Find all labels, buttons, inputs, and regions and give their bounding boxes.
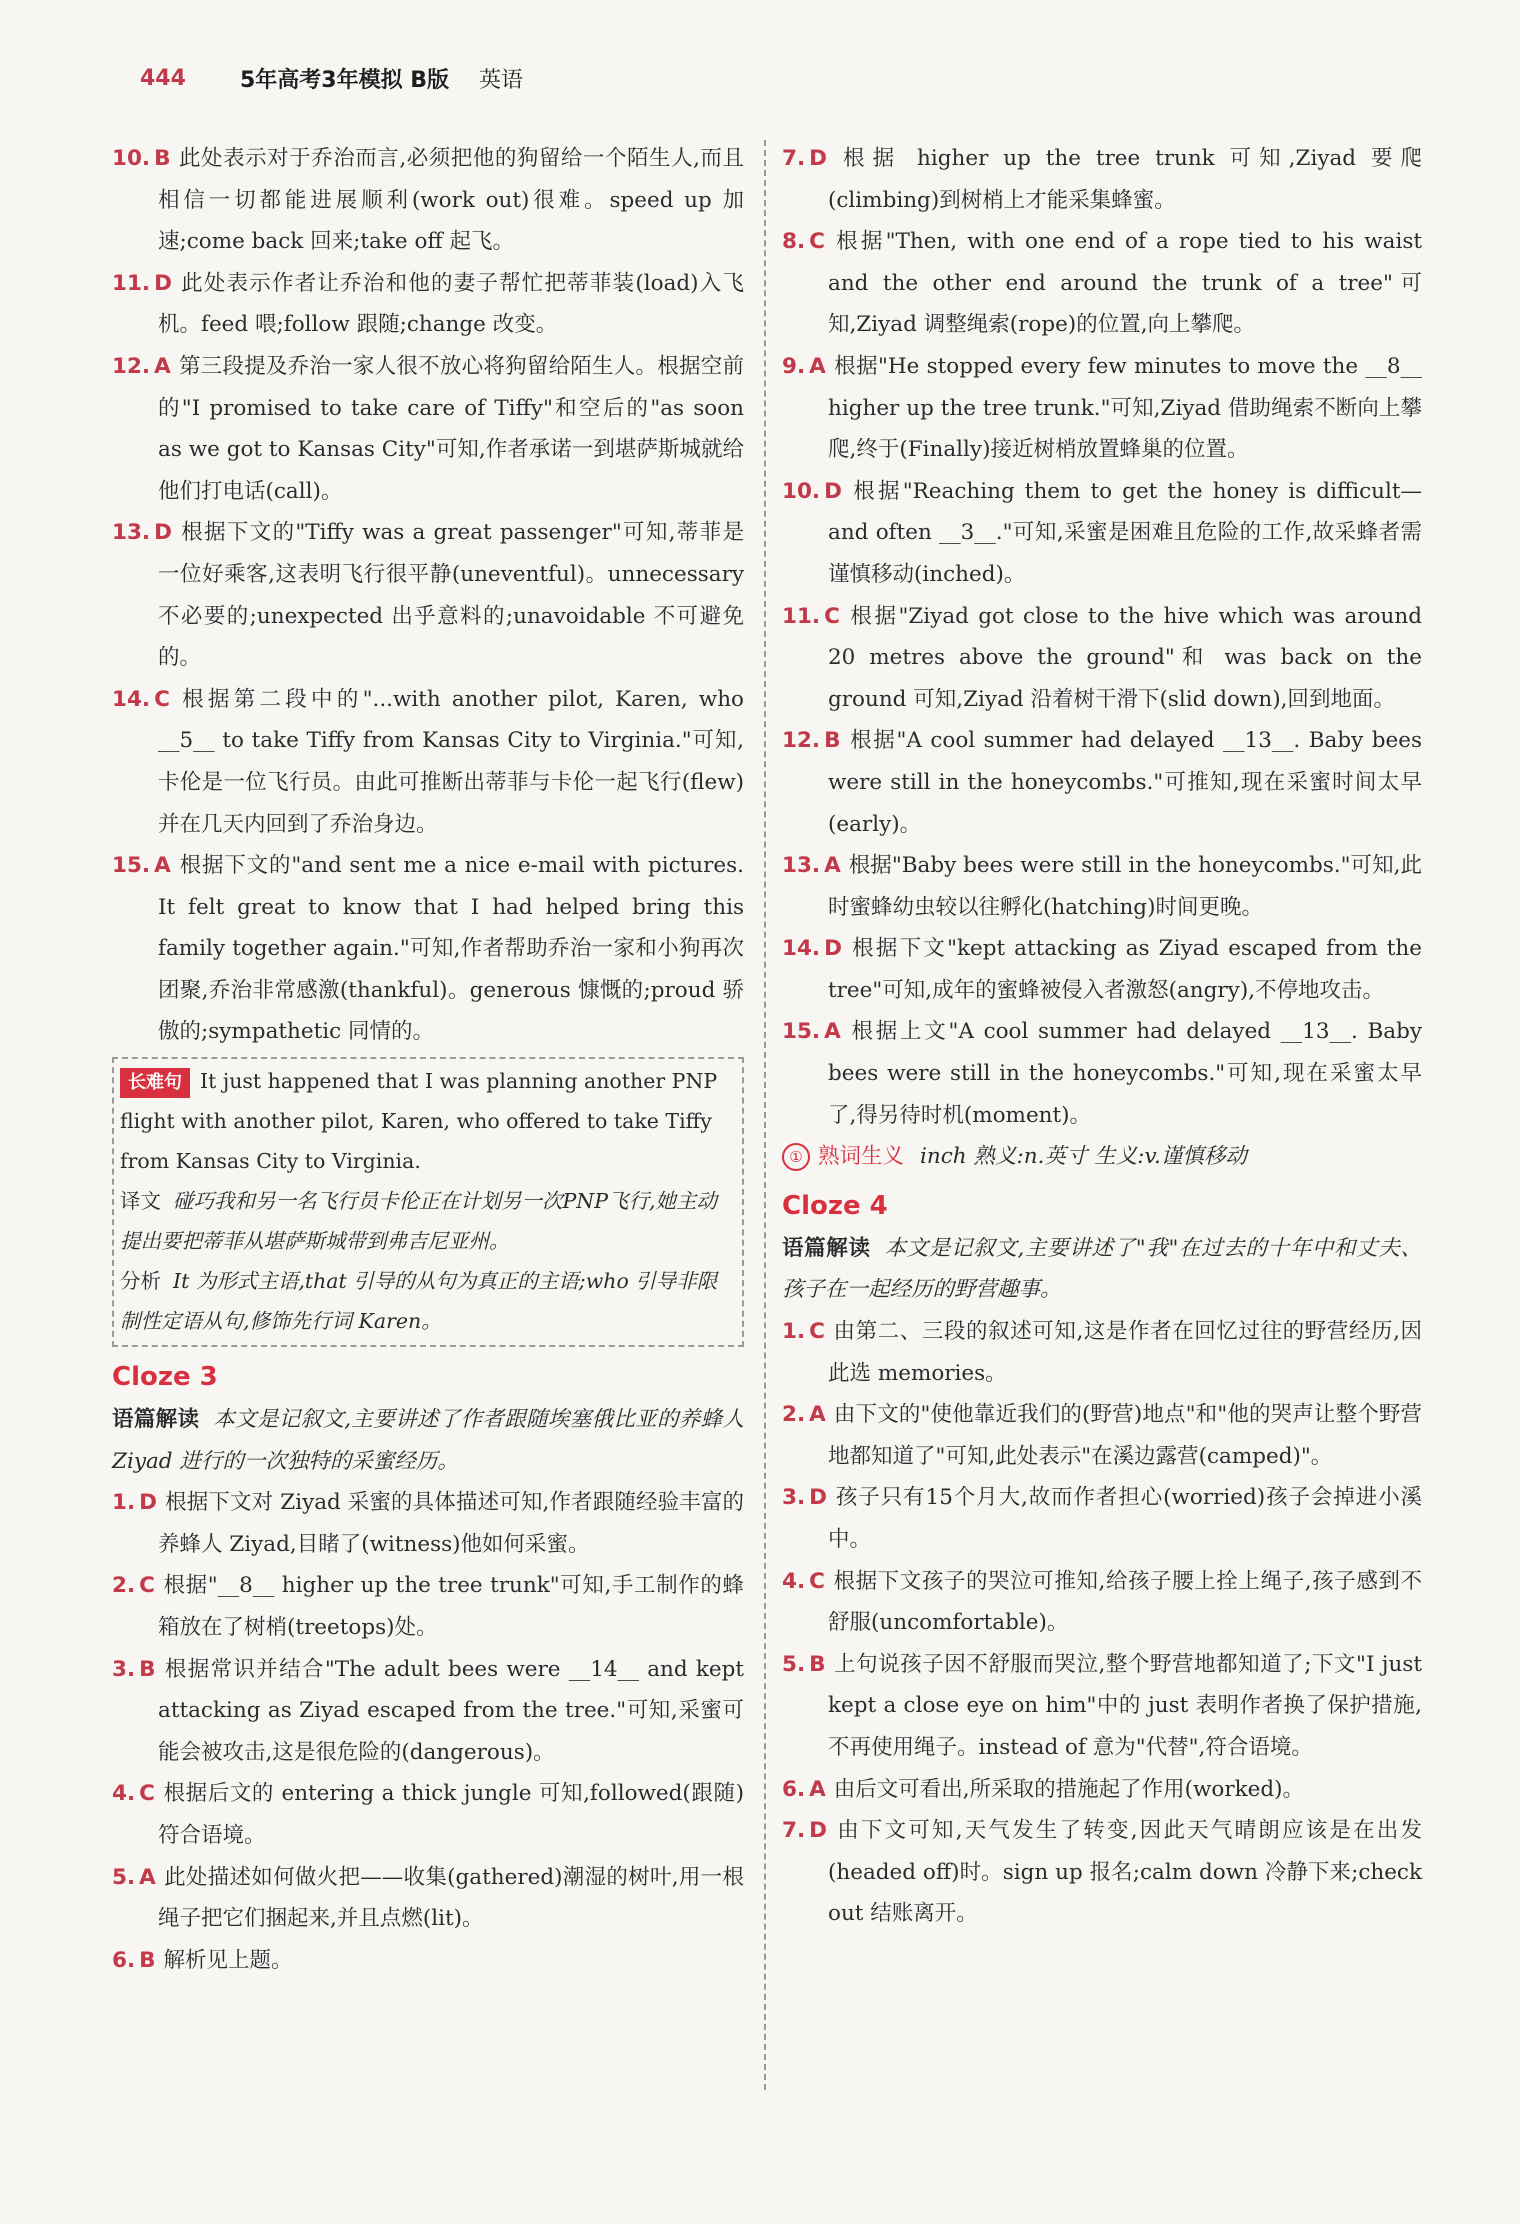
answer-letter: A <box>809 1402 826 1428</box>
answer-explanation: 根据"He stopped every few minutes to move the __8__ higher up the tree trunk."可知,Ziyad 借助绳索不断向上攀爬,终于(Finally)接近树梢放置蜂巢的位置。 <box>828 353 1422 463</box>
answer-number: 3. <box>782 1485 806 1511</box>
answer-explanation: 上句说孩子因不舒服而哭泣,整个野营地都知道了;下文"I just kept a close eye on him"中的 just 表明作者换了保护措施,不再使用绳子。instead of 意为"代替",符合语境。 <box>828 1651 1422 1760</box>
answer-item <box>782 1769 1422 1811</box>
note-number-icon: ① <box>782 1143 810 1171</box>
vocab-note <box>782 1136 1422 1178</box>
cloze4-answers <box>782 1311 1422 1935</box>
book-title: 5年高考3年模拟 B版 <box>240 67 450 93</box>
answer-letter: D <box>809 1818 827 1844</box>
answer-letter: A <box>154 853 171 879</box>
answer-letter: C <box>809 229 825 255</box>
answer-explanation: 根据下文对 Ziyad 采蜜的具体描述可知,作者跟随经验丰富的养蜂人 Ziyad,目睹了(witness)他如何采蜜。 <box>158 1490 744 1557</box>
answer-item <box>782 845 1422 928</box>
answer-explanation: 根据下文的"and sent me a nice e-mail with pictures. It felt great to know that I had helped bring this family together again."可知,作者帮助乔治一家和小狗再次团聚,乔治非常感激(thankful)。generous 慷慨的;proud 骄傲的;sympathetic 同情的。 <box>158 853 744 1045</box>
answer-letter: D <box>139 1490 157 1516</box>
left-column <box>112 138 744 1981</box>
answer-item <box>112 1649 744 1774</box>
answer-explanation: 此处描述如何做火把——收集(gathered)潮湿的树叶,用一根绳子把它们捆起来,并且点燃(lit)。 <box>158 1864 744 1932</box>
answer-letter: A <box>824 1019 841 1045</box>
answer-explanation: 根据"Baby bees were still in the honeycombs."可知,此时蜜蜂幼虫较以往孵化(hatching)时间更晚。 <box>828 853 1422 920</box>
answer-letter: A <box>809 353 826 379</box>
answer-item <box>782 720 1422 845</box>
answer-letter: C <box>139 1781 155 1807</box>
answer-item <box>112 512 744 678</box>
translation-text: 碰巧我和另一名飞行员卡伦正在计划另一次PNP飞行,她主动提出要把蒂菲从堪萨斯城带到弗吉尼亚州。 <box>120 1189 718 1254</box>
cloze4-title: Cloze 4 <box>782 1190 888 1221</box>
answer-number: 2. <box>112 1573 136 1599</box>
answer-number: 12. <box>782 728 821 754</box>
cloze4-summary-text: 本文是记叙文,主要讲述了"我"在过去的十年中和丈夫、孩子在一起经历的野营趣事。 <box>782 1235 1422 1303</box>
answer-letter: A <box>139 1864 156 1890</box>
answer-item <box>112 845 744 1053</box>
answer-number: 5. <box>782 1651 806 1677</box>
cloze3-summary <box>112 1399 744 1482</box>
answer-letter: D <box>809 146 827 171</box>
answer-number: 6. <box>112 1947 136 1973</box>
answer-letter: B <box>809 1651 826 1677</box>
answer-number: 4. <box>782 1568 806 1594</box>
answer-explanation: 由后文可看出,所采取的措施起了作用(worked)。 <box>833 1776 1305 1802</box>
answer-item <box>782 1561 1422 1644</box>
answer-explanation: 由第二、三段的叙述可知,这是作者在回忆过往的野营经历,因此选 memories。 <box>828 1319 1422 1386</box>
page-header <box>140 58 1400 98</box>
answer-letter: A <box>824 853 841 879</box>
cloze4-summary-label: 语篇解读 <box>782 1235 871 1261</box>
answer-explanation: 由下文可知,天气发生了转变,因此天气晴朗应该是在出发(headed off)时。sign up 报名;calm down 冷静下来;check out 结账离开。 <box>828 1818 1422 1927</box>
answer-explanation: 解析见上题。 <box>163 1947 293 1973</box>
answer-item <box>782 346 1422 471</box>
answer-item <box>112 679 744 845</box>
answer-number: 4. <box>112 1781 136 1807</box>
answer-item <box>782 138 1422 221</box>
cloze3-summary-label: 语篇解读 <box>112 1407 200 1433</box>
answer-explanation: 根据"Then, with one end of a rope tied to his waist and the other end around the trunk of a tree"可知,Ziyad 调整绳索(rope)的位置,向上攀爬。 <box>828 229 1422 338</box>
answer-item <box>782 928 1422 1011</box>
answer-explanation: 根据上文"A cool summer had delayed __13__. Baby bees were still in the honeycombs."可知,现在采蜜太早了,得另待时机(moment)。 <box>828 1019 1422 1128</box>
answer-item <box>112 1773 744 1856</box>
answer-number: 11. <box>112 270 151 296</box>
answer-letter: B <box>154 146 171 171</box>
answer-explanation: 根据"Ziyad got close to the hive which was around 20 metres above the ground"和 was back on the ground 可知,Ziyad 沿着树干滑下(slid down),回到地面。 <box>828 603 1422 712</box>
answer-item <box>782 221 1422 346</box>
analysis-label: 分析 <box>120 1269 161 1294</box>
answer-letter: D <box>824 478 842 504</box>
answer-explanation: 由下文的"使他靠近我们的(野营)地点"和"他的哭声让整个野营地都知道了"可知,此处表示"在溪边露营(camped)"。 <box>828 1402 1422 1469</box>
answer-number: 13. <box>782 853 821 879</box>
answer-explanation: 根据下文"kept attacking as Ziyad escaped from the tree"可知,成年的蜜蜂被侵入者激怒(angry),不停地攻击。 <box>828 936 1422 1003</box>
cloze3-title: Cloze 3 <box>112 1362 218 1393</box>
answer-letter: C <box>824 603 840 629</box>
analysis-text: It 为形式主语,that 引导的从句为真正的主语;who 引导非限制性定语从句,修饰先行词 Karen。 <box>120 1269 718 1334</box>
answer-item <box>112 1940 744 1982</box>
answer-explanation: 根据后文的 entering a thick jungle 可知,followed(跟随)符合语境。 <box>158 1781 744 1848</box>
answer-number: 15. <box>112 853 151 879</box>
answer-number: 8. <box>782 229 806 255</box>
answer-explanation: 根据"A cool summer had delayed __13__. Baby bees were still in the honeycombs."可推知,现在采蜜时间太早(early)。 <box>828 728 1422 837</box>
answer-item <box>782 1810 1422 1935</box>
answer-item <box>782 1011 1422 1136</box>
answer-letter: D <box>154 270 172 296</box>
answer-number: 7. <box>782 1818 806 1844</box>
answer-item <box>782 596 1422 721</box>
answer-explanation: 孩子只有15个月大,故而作者担心(worried)孩子会掉进小溪中。 <box>828 1485 1422 1552</box>
answer-number: 6. <box>782 1776 806 1802</box>
answer-explanation: 根据"__8__ higher up the tree trunk"可知,手工制作的蜂箱放在了树梢(treetops)处。 <box>158 1573 744 1641</box>
answer-number: 2. <box>782 1402 806 1428</box>
answer-number: 1. <box>782 1319 806 1345</box>
cloze3-answers-cont <box>782 138 1422 1136</box>
answer-explanation: 此处表示对于乔治而言,必须把他的狗留给一个陌生人,而且相信一切都能进展顺利(work out)很难。speed up 加速;come back 回来;take off 起飞。 <box>158 146 744 255</box>
answer-letter: D <box>154 520 172 546</box>
answer-letter: B <box>824 728 841 754</box>
note-label: 熟词生义 <box>818 1144 905 1170</box>
answer-number: 3. <box>112 1656 136 1682</box>
answer-explanation: 根据"Reaching them to get the honey is difficult—and often __3__."可知,采蜜是困难且危险的工作,故采蜂者需谨慎移动(inched)。 <box>828 478 1422 587</box>
answer-letter: D <box>809 1485 827 1511</box>
answer-item <box>782 1311 1422 1394</box>
answer-number: 9. <box>782 353 806 379</box>
answer-item <box>112 346 744 512</box>
answer-item <box>782 471 1422 596</box>
answer-number: 15. <box>782 1019 821 1045</box>
cloze3-summary-text: 本文是记叙文,主要讲述了作者跟随埃塞俄比亚的养蜂人 Ziyad 进行的一次独特的采蜜经历。 <box>112 1407 744 1474</box>
answer-letter: D <box>824 936 842 962</box>
cloze3-answers <box>112 1482 744 1981</box>
answer-letter: A <box>809 1776 826 1802</box>
answer-item <box>782 1477 1422 1560</box>
answer-explanation: 根据 higher up the tree trunk 可知,Ziyad 要爬(climbing)到树梢上才能采集蜂蜜。 <box>828 146 1422 213</box>
answer-explanation: 此处表示作者让乔治和他的妻子帮忙把蒂菲装(load)入飞机。feed 喂;follow 跟随;change 改变。 <box>158 270 744 338</box>
answer-explanation: 根据下文孩子的哭泣可推知,给孩子腰上拴上绳子,孩子感到不舒服(uncomfortable)。 <box>828 1568 1422 1636</box>
answer-letter: B <box>139 1656 156 1682</box>
subject-label: 英语 <box>479 67 524 93</box>
answer-item <box>112 138 744 263</box>
answer-number: 1. <box>112 1490 136 1516</box>
answer-number: 13. <box>112 520 151 546</box>
answer-number: 14. <box>112 686 151 712</box>
answer-explanation: 根据第二段中的"...with another pilot, Karen, who __5__ to take Tiffy from Kansas City to Virginia."可知,卡伦是一位飞行员。由此可推断出蒂菲与卡伦一起飞行(flew)并在几天内回到了乔治身边。 <box>158 686 744 837</box>
answer-item <box>112 263 744 346</box>
cloze2-answers-cont <box>112 138 744 1053</box>
answer-item <box>782 1644 1422 1769</box>
cloze4-summary <box>782 1228 1422 1311</box>
right-column <box>782 138 1422 1935</box>
answer-number: 11. <box>782 603 821 629</box>
answer-item <box>112 1482 744 1565</box>
long-sentence-text: It just happened that I was planning another PNP flight with another pilot, Karen, who offered to take Tiffy from Kansas City to Virginia. <box>120 1069 718 1174</box>
long-sentence-tag: 长难句 <box>120 1068 190 1098</box>
answer-explanation: 根据下文的"Tiffy was a great passenger"可知,蒂菲是一位好乘客,这表明飞行很平静(uneventful)。unnecessary 不必要的;unexpected 出乎意料的;unavoidable 不可避免的。 <box>158 520 744 671</box>
answer-number: 7. <box>782 146 806 171</box>
answer-letter: C <box>809 1568 825 1594</box>
answer-number: 5. <box>112 1864 136 1890</box>
long-sentence-box <box>112 1057 744 1347</box>
answer-letter: B <box>139 1947 156 1973</box>
answer-letter: C <box>139 1573 155 1599</box>
column-divider <box>764 140 766 2090</box>
answer-explanation: 根据常识并结合"The adult bees were __14__ and kept attacking as Ziyad escaped from the tree."可知,采蜜可能会被攻击,这是很危险的(dangerous)。 <box>158 1656 744 1765</box>
answer-letter: A <box>154 353 171 379</box>
answer-number: 10. <box>782 478 821 504</box>
answer-explanation: 第三段提及乔治一家人很不放心将狗留给陌生人。根据空前的"I promised to take care of Tiffy"和空后的"as soon as we got to Kansas City"可知,作者承诺一到堪萨斯城就给他们打电话(call)。 <box>158 353 744 504</box>
answer-number: 10. <box>112 146 151 171</box>
answer-item <box>782 1394 1422 1477</box>
translation-label: 译文 <box>120 1189 161 1214</box>
answer-item <box>112 1565 744 1648</box>
answer-number: 14. <box>782 936 821 962</box>
answer-number: 12. <box>112 353 151 379</box>
answer-letter: C <box>154 686 170 712</box>
note-text: inch 熟义:n.英寸 生义:v.谨慎移动 <box>920 1144 1247 1170</box>
page-number: 444 <box>140 65 186 91</box>
answer-letter: C <box>809 1319 825 1345</box>
answer-item <box>112 1857 744 1940</box>
